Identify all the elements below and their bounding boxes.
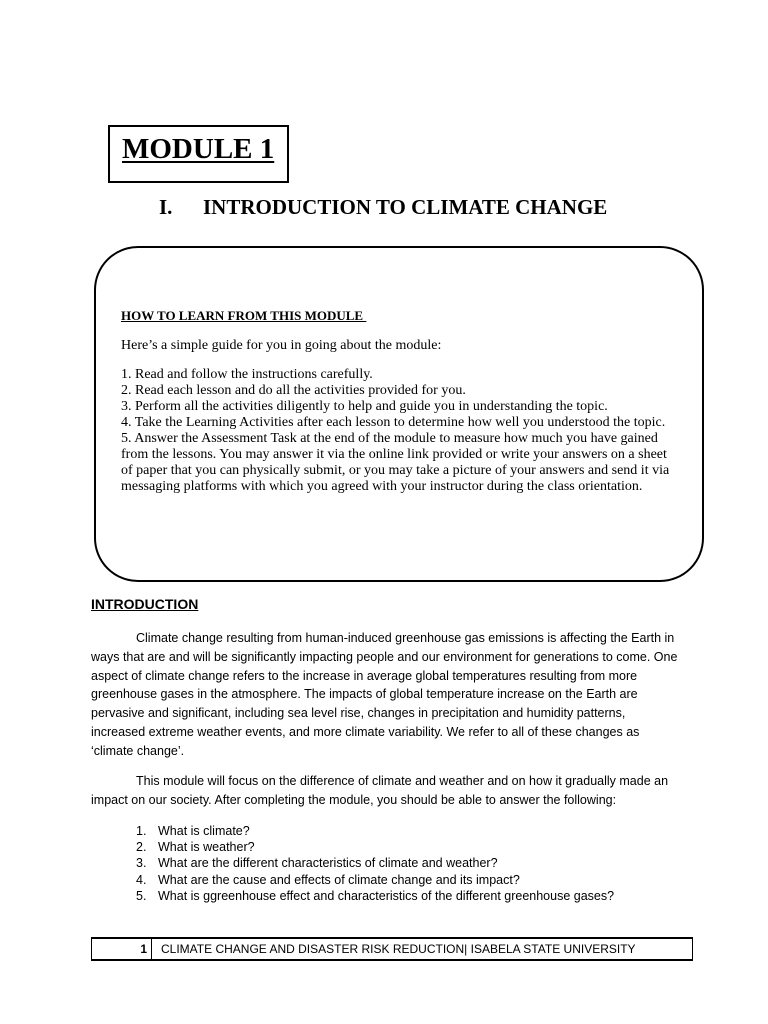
guide-item: 3. Perform all the activities diligently to help and guide you in understanding the topic. bbox=[121, 399, 608, 414]
question-item bbox=[136, 855, 614, 871]
guide-item: 2. Read each lesson and do all the activities provided for you. bbox=[121, 383, 466, 398]
question-text: What is climate? bbox=[158, 824, 250, 838]
section-heading bbox=[159, 195, 607, 220]
guide-content bbox=[121, 308, 681, 495]
question-number: 1. bbox=[136, 824, 147, 838]
module-title-box bbox=[108, 125, 289, 183]
section-number: I. bbox=[159, 195, 173, 219]
page-number: 1 bbox=[92, 939, 152, 959]
question-item bbox=[136, 872, 614, 888]
module-title: MODULE 1 bbox=[122, 133, 275, 165]
guide-item: 5. Answer the Assessment Task at the end of the module to measure how much you have gained from the lessons. You may answer it via the online link provided or write your answers on a sheet of paper that you can physically submit, or you may take a picture of your answers and send it via messaging platforms with which you agreed with your instructor during the class orientation. bbox=[121, 431, 670, 494]
guide-title: HOW TO LEARN FROM THIS MODULE bbox=[121, 308, 367, 323]
guide-item: 4. Take the Learning Activities after each lesson to determine how well you understood the topic. bbox=[121, 415, 666, 430]
question-number: 3. bbox=[136, 856, 147, 871]
footer-text: CLIMATE CHANGE AND DISASTER RISK REDUCTION| ISABELA STATE UNIVERSITY bbox=[161, 942, 636, 956]
introduction-paragraph: Climate change resulting from human-induced greenhouse gas emissions is affecting the Earth in ways that are and will be significantly impacting people and our environment for generations to come. One aspect of climate change refers to the increase in average global temperatures resulting from more greenhouse gases in the atmosphere. The impacts of global temperature increase on the Earth are pervasive and significant, including sea level rise, changes in precipitation and humidity patterns, increased extreme weather events, and more climate variability. We refer to all of these changes as ‘climate change’. bbox=[91, 631, 678, 758]
section-title: INTRODUCTION TO CLIMATE CHANGE bbox=[203, 195, 608, 219]
question-list bbox=[136, 823, 614, 904]
question-item bbox=[136, 839, 614, 855]
question-item bbox=[136, 823, 614, 839]
focus-paragraph: This module will focus on the difference of climate and weather and on how it gradually made an impact on our society. After completing the module, you should be able to answer the following: bbox=[91, 774, 669, 807]
guide-list bbox=[121, 367, 681, 495]
question-number: 4. bbox=[136, 872, 147, 887]
question-text: What is ggreenhouse effect and characteristics of the different greenhouse gases? bbox=[158, 888, 615, 903]
question-number: 5. bbox=[136, 888, 147, 903]
guide-box bbox=[94, 246, 704, 582]
question-text: What are the cause and effects of climate change and its impact? bbox=[158, 872, 520, 887]
question-item bbox=[136, 888, 614, 904]
question-number: 2. bbox=[136, 840, 147, 855]
page-footer bbox=[91, 937, 693, 961]
question-text: What are the different characteristics of climate and weather? bbox=[158, 856, 498, 871]
guide-intro: Here’s a simple guide for you in going about the module: bbox=[121, 338, 442, 353]
guide-item: 1. Read and follow the instructions carefully. bbox=[121, 367, 373, 382]
question-text: What is weather? bbox=[158, 840, 255, 855]
introduction-heading: INTRODUCTION bbox=[91, 596, 199, 612]
